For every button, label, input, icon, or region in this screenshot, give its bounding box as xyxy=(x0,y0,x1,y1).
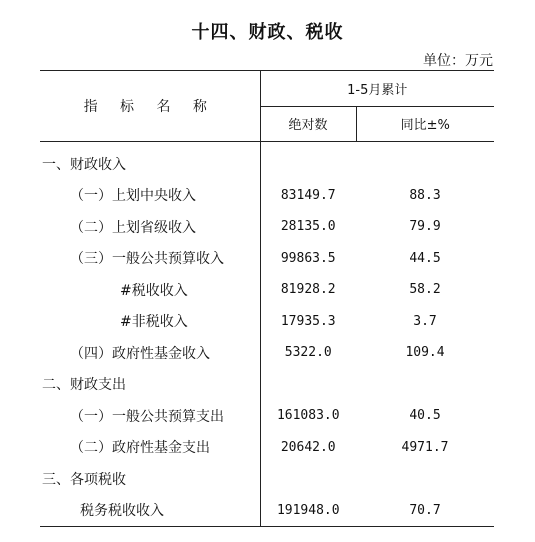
table-row xyxy=(40,432,494,464)
table-row xyxy=(40,243,494,275)
row-value xyxy=(260,142,356,180)
row-value: 81928.2 xyxy=(260,274,356,306)
row-label: （一）一般公共预算支出 xyxy=(70,408,224,425)
table-row xyxy=(40,369,494,401)
table-row xyxy=(40,180,494,212)
row-yoy: 4971.7 xyxy=(401,439,449,455)
fiscal-table xyxy=(40,70,494,527)
row-label: 税务税收收入 xyxy=(40,495,260,527)
table-row xyxy=(40,211,494,243)
row-value: 191948.0 xyxy=(260,495,356,527)
row-value: 5322.0 xyxy=(260,337,356,369)
row-label: （一）上划中央收入 xyxy=(70,188,196,205)
row-yoy xyxy=(356,142,494,180)
table-row xyxy=(40,400,494,432)
row-yoy xyxy=(356,463,494,495)
row-label: （三）一般公共预算收入 xyxy=(70,251,224,268)
row-value: 17935.3 xyxy=(260,306,356,338)
row-value xyxy=(260,369,356,401)
row-value: 20642.0 xyxy=(260,432,356,464)
row-label: （二）上划省级收入 xyxy=(70,219,196,236)
table-row xyxy=(40,495,494,527)
row-yoy: 40.5 xyxy=(409,408,441,424)
row-label: 一、财政收入 xyxy=(42,156,126,173)
row-label: #税收收入 xyxy=(120,282,188,299)
row-value: 83149.7 xyxy=(260,180,356,212)
row-label: #非税收入 xyxy=(120,314,188,331)
table-row xyxy=(40,142,494,180)
row-label: 三、各项税收 xyxy=(42,471,126,488)
table-row xyxy=(40,306,494,338)
row-yoy: 44.5 xyxy=(409,250,441,266)
row-yoy: 3.7 xyxy=(413,313,437,329)
header-yoy-change: 同比±% xyxy=(356,106,494,142)
table-row xyxy=(40,274,494,306)
row-label: （四）政府性基金收入 xyxy=(70,345,210,362)
page-title: 十四、财政、税收 xyxy=(191,22,344,43)
row-yoy: 58.2 xyxy=(409,282,441,298)
table-row xyxy=(40,337,494,369)
header-absolute-value: 绝对数 xyxy=(260,106,356,142)
header-indicator-name: 指 标 名 称 xyxy=(40,71,260,142)
row-label: 二、财政支出 xyxy=(42,377,126,394)
table-row xyxy=(40,463,494,495)
row-value: 99863.5 xyxy=(260,243,356,275)
unit-label: 单位：万元 xyxy=(423,53,493,69)
row-yoy xyxy=(356,369,494,401)
row-yoy: 109.4 xyxy=(405,345,445,361)
row-value xyxy=(260,463,356,495)
row-value: 28135.0 xyxy=(260,211,356,243)
row-yoy: 88.3 xyxy=(409,187,441,203)
row-yoy: 70.7 xyxy=(356,495,494,527)
row-yoy: 79.9 xyxy=(409,219,441,235)
row-label: （二）政府性基金支出 xyxy=(70,440,210,457)
header-ytd-cumulative: 1-5月累计 xyxy=(260,71,494,107)
row-value: 161083.0 xyxy=(260,400,356,432)
